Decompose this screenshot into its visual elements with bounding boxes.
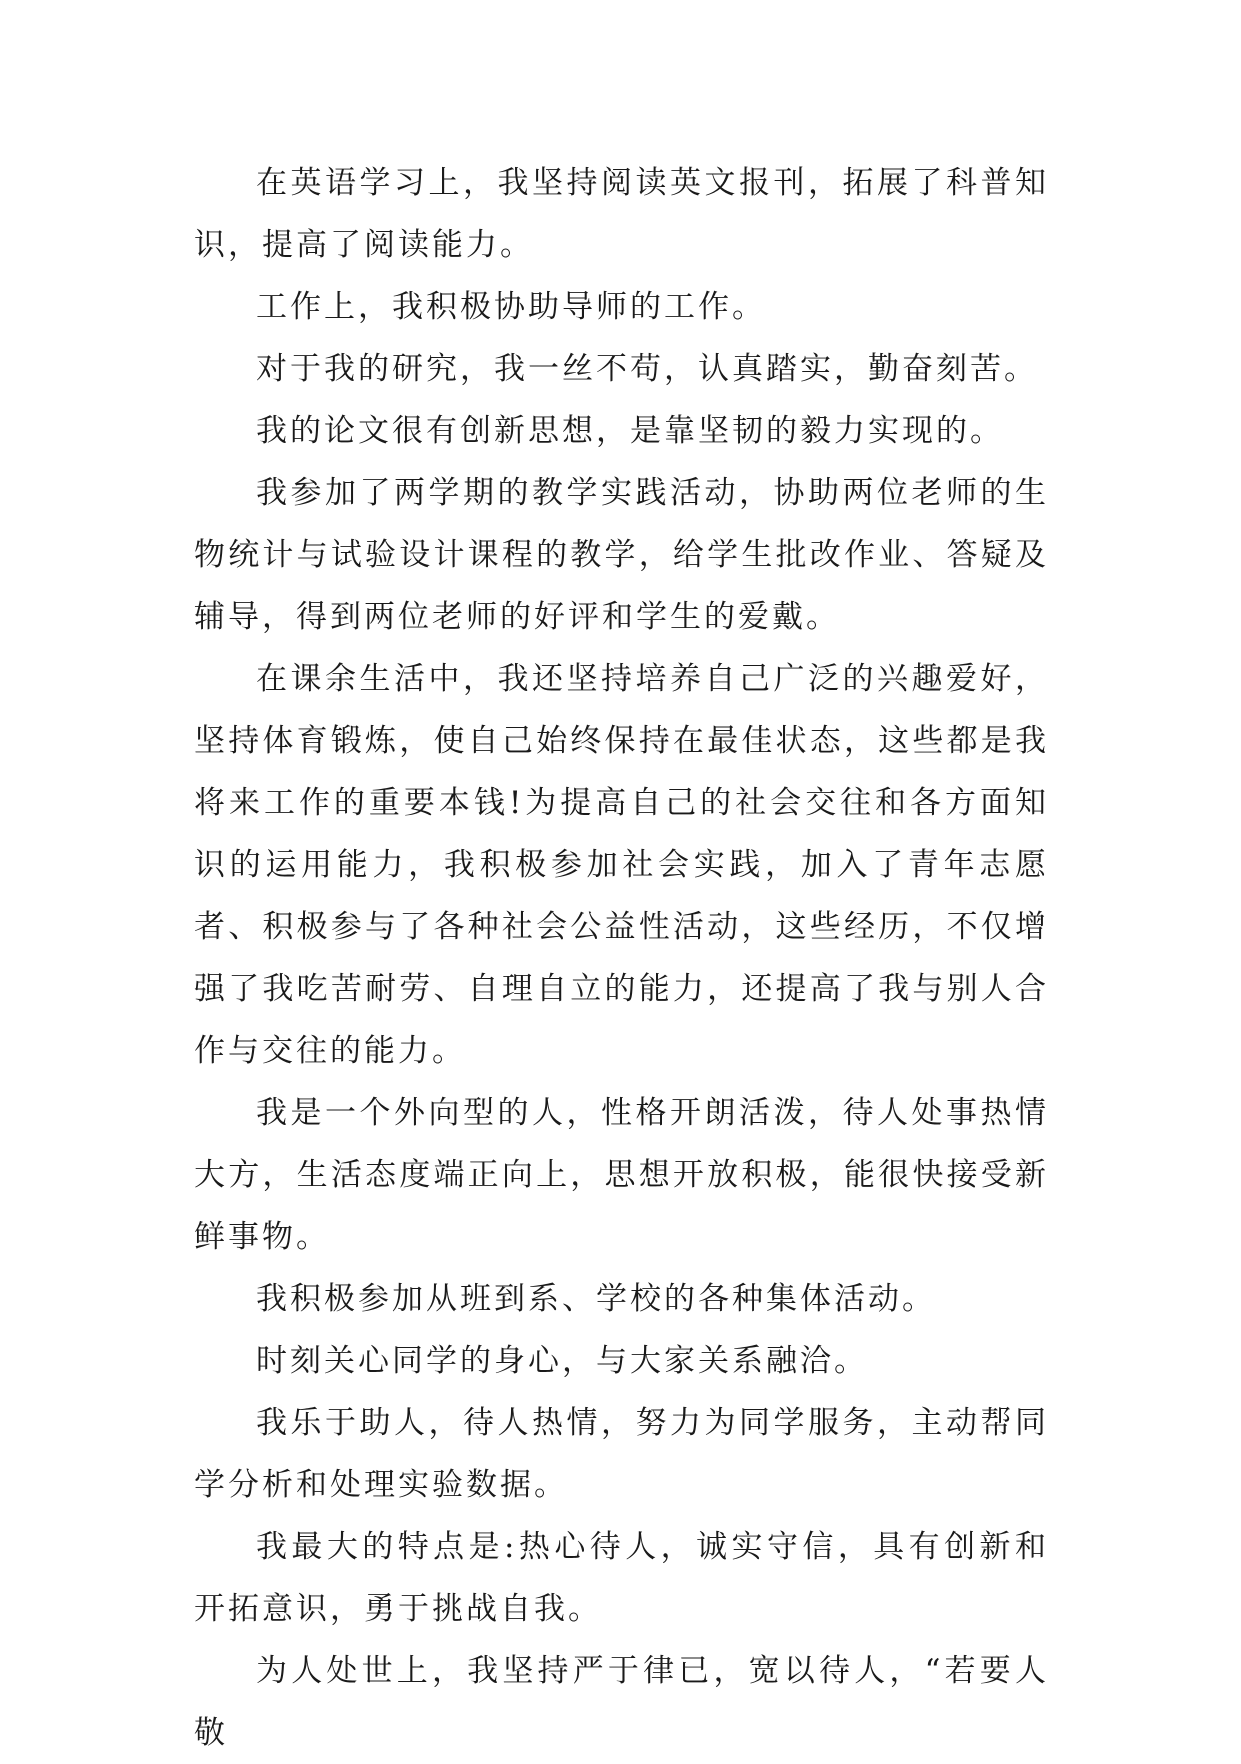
paragraph-3: 对于我的研究，我一丝不苟，认真踏实，勤奋刻苦。 bbox=[256, 351, 1038, 387]
paragraph-9: 时刻关心同学的身心，与大家关系融洽。 bbox=[256, 1343, 868, 1379]
paragraph-5: 我参加了两学期的教学实践活动，协助两位老师的生物统计与试验设计课程的教学，给学生批改作业、答疑及辅导，得到两位老师的好评和学生的爱戴。 bbox=[194, 475, 1049, 635]
paragraph-8: 我积极参加从班到系、学校的各种集体活动。 bbox=[256, 1281, 936, 1317]
paragraph-10: 我乐于助人，待人热情，努力为同学服务，主动帮同学分析和处理实验数据。 bbox=[194, 1405, 1049, 1503]
paragraph-2: 工作上，我积极协助导师的工作。 bbox=[256, 289, 766, 325]
paragraph-11: 我最大的特点是:热心待人，诚实守信，具有创新和开拓意识，勇于挑战自我。 bbox=[194, 1529, 1049, 1627]
paragraph-1: 在英语学习上，我坚持阅读英文报刊，拓展了科普知识，提高了阅读能力。 bbox=[194, 165, 1049, 263]
paragraph-7: 我是一个外向型的人，性格开朗活泼，待人处事热情大方，生活态度端正向上，思想开放积极，能很快接受新鲜事物。 bbox=[194, 1095, 1049, 1255]
paragraph-12: 为人处世上，我坚持严于律已，宽以待人，“若要人敬 bbox=[194, 1653, 1049, 1751]
document-body bbox=[194, 152, 1049, 1764]
paragraph-4: 我的论文很有创新思想，是靠坚韧的毅力实现的。 bbox=[256, 413, 1004, 449]
paragraph-6: 在课余生活中，我还坚持培养自己广泛的兴趣爱好，坚持体育锻炼，使自己始终保持在最佳状态，这些都是我将来工作的重要本钱!为提高自己的社会交往和各方面知识的运用能力，我积极参加社会实践，加入了青年志愿者、积极参与了各种社会公益性活动，这些经历，不仅增强了我吃苦耐劳、自理自立的能力，还提高了我与别人合作与交往的能力。 bbox=[194, 661, 1049, 1069]
